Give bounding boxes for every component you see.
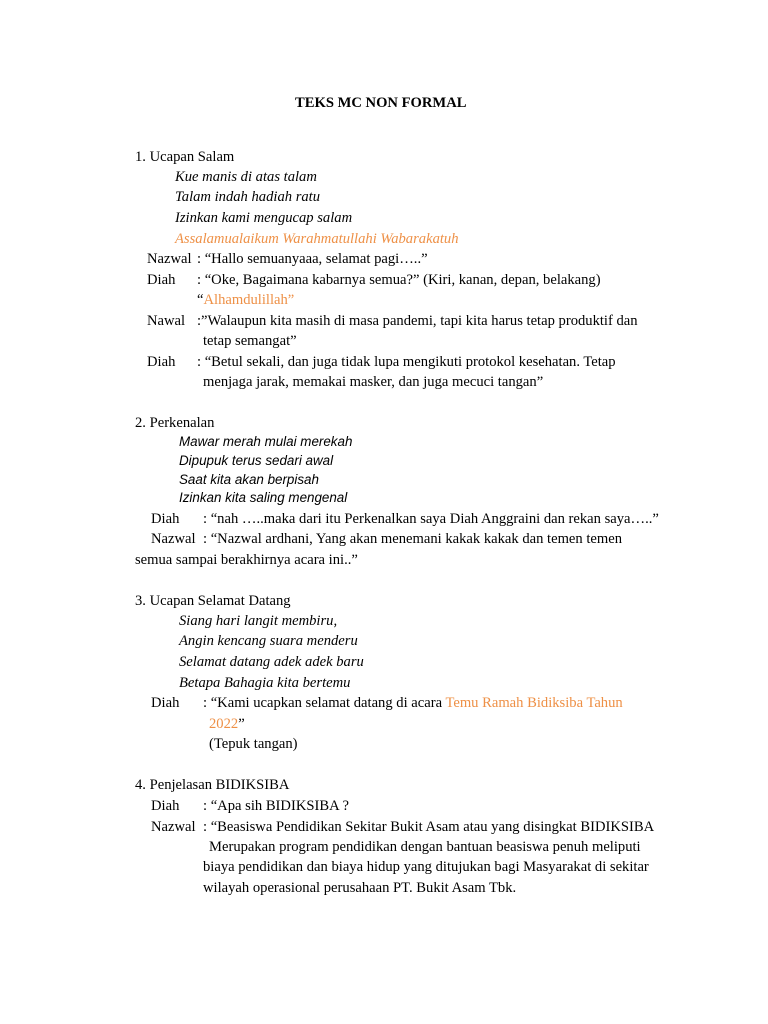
dialogue-text: wilayah operasional perusahaan PT. Bukit Asam Tbk.: [203, 880, 517, 896]
dialogue-text: menjaga jarak, memakai masker, dan juga mecuci tangan”: [203, 374, 544, 390]
speaker-label: Diah: [147, 354, 176, 370]
alhamdulillah-text: Alhamdulillah”: [203, 292, 295, 308]
dialogue-text: [209, 715, 245, 733]
dialogue-prefix: : “Kami ucapkan selamat datang di acara: [203, 695, 446, 711]
document-title: TEKS MC NON FORMAL: [295, 95, 467, 111]
speaker-label: Diah: [151, 798, 180, 814]
quote-mark: “: [197, 292, 204, 308]
dialogue-text: : “Beasiswa Pendidikan Sekitar Bukit Asam atau yang disingkat BIDIKSIBA: [203, 819, 655, 835]
dialogue-text: semua sampai berakhirnya acara ini..”: [135, 552, 358, 568]
dialogue-text: : “Nazwal ardhani, Yang akan menemani kakak kakak dan temen temen: [203, 531, 623, 547]
pantun-line: Saat kita akan berpisah: [179, 472, 319, 487]
speaker-label: Nazwal: [151, 531, 196, 547]
stage-direction: (Tepuk tangan): [209, 736, 298, 752]
pantun-line: Izinkan kita saling mengenal: [179, 490, 348, 505]
pantun-line: Kue manis di atas talam: [175, 169, 317, 185]
pantun-line: Dipupuk terus sedari awal: [179, 453, 334, 468]
pantun-line: Talam indah hadiah ratu: [175, 189, 321, 205]
section-heading-penjelasan-bidiksiba: 4. Penjelasan BIDIKSIBA: [135, 777, 290, 793]
speaker-label: Nazwal: [151, 819, 196, 835]
section-heading-perkenalan: 2. Perkenalan: [135, 415, 215, 431]
dialogue-text: : “Betul sekali, dan juga tidak lupa mengikuti protokol kesehatan. Tetap: [197, 354, 616, 370]
dialogue-text: : “Hallo semuanyaaa, selamat pagi…..”: [197, 251, 428, 267]
dialogue-text: tetap semangat”: [203, 333, 297, 349]
pantun-line: Angin kencang suara menderu: [179, 633, 358, 649]
salam-line: Assalamualaikum Warahmatullahi Wabarakatuh: [175, 231, 459, 247]
pantun-line: Izinkan kami mengucap salam: [175, 210, 353, 226]
speaker-label: Diah: [147, 272, 176, 288]
pantun-line: Siang hari langit membiru,: [179, 613, 338, 629]
dialogue-text: Merupakan program pendidikan dengan bantuan beasiswa penuh meliputi: [209, 839, 641, 855]
speaker-label: Nawal: [147, 313, 186, 329]
section-heading-ucapan-selamat-datang: 3. Ucapan Selamat Datang: [135, 593, 291, 609]
dialogue-text: :”Walaupun kita masih di masa pandemi, tapi kita harus tetap produktif dan: [197, 313, 638, 329]
event-name: Temu Ramah Bidiksiba Tahun: [445, 695, 623, 711]
event-year: 2022: [209, 716, 239, 732]
dialogue-text: [203, 694, 623, 712]
quote-mark: ”: [238, 716, 245, 732]
dialogue-text: biaya pendidikan dan biaya hidup yang ditujukan bagi Masyarakat di sekitar: [203, 859, 649, 875]
speaker-label: Diah: [151, 511, 180, 527]
dialogue-text: [197, 291, 294, 309]
dialogue-text: : “nah …..maka dari itu Perkenalkan saya Diah Anggraini dan rekan saya…..”: [203, 511, 659, 527]
speaker-label: Nazwal: [147, 251, 192, 267]
section-heading-ucapan-salam: 1. Ucapan Salam: [135, 149, 235, 165]
dialogue-text: : “Apa sih BIDIKSIBA ?: [203, 798, 349, 814]
pantun-line: Selamat datang adek adek baru: [179, 654, 364, 670]
pantun-line: Betapa Bahagia kita bertemu: [179, 675, 351, 691]
speaker-label: Diah: [151, 695, 180, 711]
pantun-line: Mawar merah mulai merekah: [179, 434, 353, 449]
dialogue-text: : “Oke, Bagaimana kabarnya semua?” (Kiri, kanan, depan, belakang): [197, 272, 601, 288]
